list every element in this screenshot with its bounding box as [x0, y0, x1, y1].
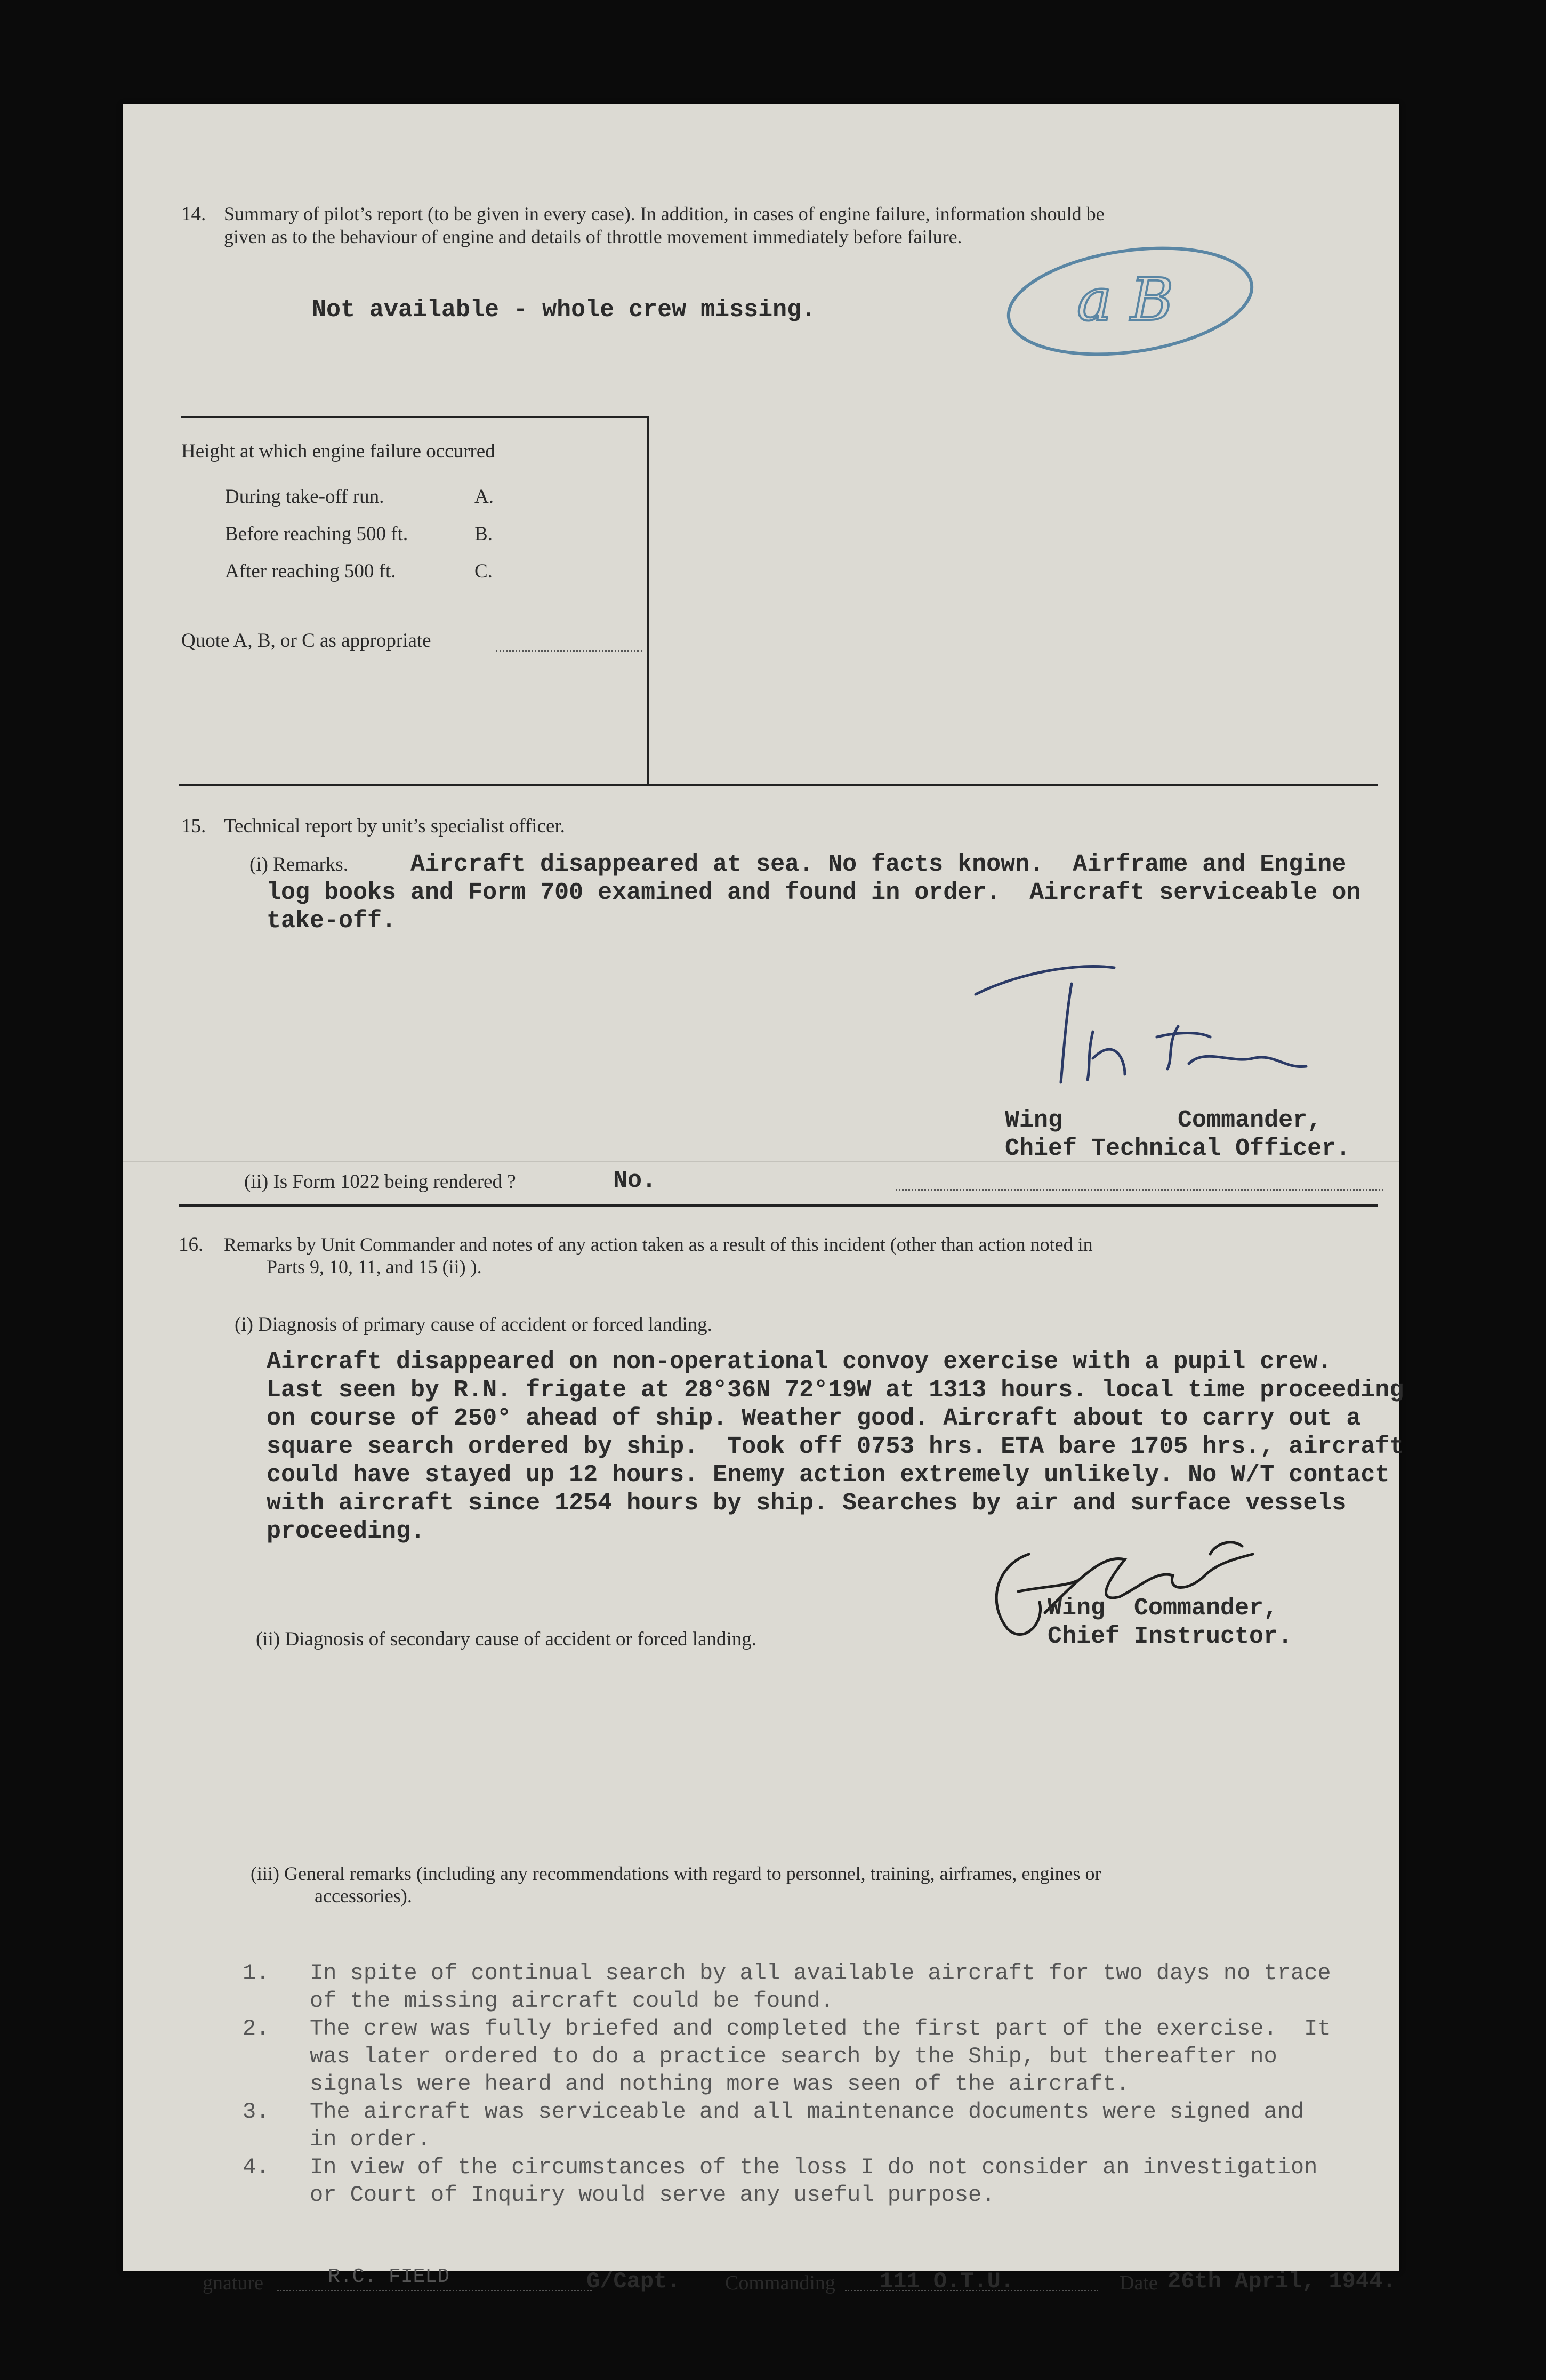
cto-sign-dots	[896, 1189, 1383, 1191]
box-right	[647, 416, 649, 784]
general-line9: or Court of Inquiry would serve any useful purpose.	[243, 2182, 995, 2208]
cto-title: Chief Technical Officer.	[1005, 1135, 1351, 1162]
engine-row-c-label: After reaching 500 ft.	[225, 560, 396, 582]
footer-commanding-value: 111 O.T.U.	[880, 2269, 1014, 2294]
stamp-mark	[997, 232, 1274, 365]
rule-15-16	[179, 1204, 1378, 1207]
footer-rank: G/Capt.	[586, 2269, 681, 2294]
s16-line2: Parts 9, 10, 11, and 15 (ii) ).	[267, 1256, 482, 1277]
footer-commanding-label: Commanding	[725, 2272, 835, 2294]
stamp-text: a B	[1077, 266, 1174, 334]
engine-row-a-label: During take-off run.	[225, 486, 384, 508]
ci-rank: Wing Commander,	[1048, 1595, 1278, 1622]
general-line4: was later ordered to do a practice search by the Ship, but thereafter no	[243, 2044, 1277, 2069]
footer-date-value: 26th April, 1944.	[1167, 2269, 1396, 2294]
primary-line6: with aircraft since 1254 hours by ship. Searches by air and surface vessels	[267, 1490, 1347, 1517]
s15-remarks-line1: Aircraft disappeared at sea. No facts known. Airframe and Engine	[410, 851, 1347, 878]
general-line5: signals were heard and nothing more was seen of the aircraft.	[243, 2071, 1130, 2097]
cto-rank: Wing Commander,	[1005, 1107, 1322, 1134]
engine-heading: Height at which engine failure occurred	[181, 440, 495, 462]
primary-line7: proceeding.	[267, 1518, 425, 1545]
cto-signature	[954, 952, 1327, 1090]
s15-form1022-answer: No.	[613, 1167, 657, 1194]
primary-line2: Last seen by R.N. frigate at 28°36N 72°19W at 1313 hours. local time proceeding	[267, 1377, 1404, 1404]
s15-remarks-line3: take-off.	[267, 907, 397, 935]
general-line8: 4. In view of the circumstances of the loss I do not consider an investigation	[243, 2154, 1318, 2180]
engine-row-b-code: B.	[474, 523, 493, 545]
document-page	[123, 104, 1404, 2294]
s15-title: Technical report by unit’s specialist officer.	[224, 815, 565, 837]
primary-line4: square search ordered by ship. Took off 0753 hrs. ETA bare 1705 hrs., aircraft	[267, 1433, 1404, 1460]
s16-line1: Remarks by Unit Commander and notes of any action taken as a result of this incident (other than action noted in	[224, 1234, 1093, 1255]
engine-row-b-label: Before reaching 500 ft.	[225, 523, 408, 545]
engine-row-c-code: C.	[474, 560, 493, 582]
s16-primary-label: (i) Diagnosis of primary cause of accident or forced landing.	[235, 1314, 712, 1336]
primary-line1: Aircraft disappeared on non-operational convoy exercise with a pupil crew.	[267, 1348, 1332, 1376]
s16-general-label2: accessories).	[315, 1885, 412, 1907]
s14-answer: Not available - whole crew missing.	[312, 296, 816, 324]
footer-signature-label: gnature	[203, 2272, 263, 2294]
general-line6: 3. The aircraft was serviceable and all maintenance documents were signed and	[243, 2099, 1305, 2125]
footer-date-label: Date	[1120, 2272, 1158, 2294]
s15-form1022-label: (ii) Is Form 1022 being rendered ?	[244, 1171, 516, 1193]
general-line3: 2. The crew was fully briefed and completed the first part of the exercise. It	[243, 2016, 1331, 2041]
primary-line3: on course of 250° ahead of ship. Weather good. Aircraft about to carry out a	[267, 1405, 1361, 1432]
s14-number: 14.	[181, 203, 206, 225]
general-line1: 1. In spite of continual search by all available aircraft for two days no trace	[243, 1960, 1331, 1986]
engine-row-a-code: A.	[474, 486, 494, 508]
general-line2: of the missing aircraft could be found.	[243, 1988, 834, 2014]
s16-number: 16.	[179, 1234, 204, 1256]
engine-quote-dots	[496, 650, 642, 652]
box-top	[181, 416, 648, 418]
s15-remarks-label: (i) Remarks.	[249, 854, 348, 875]
engine-quote-label: Quote A, B, or C as appropriate	[181, 630, 431, 652]
s15-number: 15.	[181, 815, 206, 837]
s14-line1: Summary of pilot’s report (to be given in every case). In addition, in cases of engine failure, information should be	[224, 203, 1105, 224]
ci-title: Chief Instructor.	[1048, 1623, 1293, 1650]
s16-general-label1: (iii) General remarks (including any recommendations with regard to personnel, training, airframes, engines or	[251, 1863, 1101, 1884]
s16-secondary-label: (ii) Diagnosis of secondary cause of accident or forced landing.	[256, 1628, 757, 1650]
general-line7: in order.	[243, 2127, 431, 2152]
rule-14-15	[179, 784, 1378, 786]
footer-signature-value: R.C. FIELD	[328, 2265, 450, 2288]
s14-line2: given as to the behaviour of engine and details of throttle movement immediately before failure.	[224, 226, 962, 247]
s15-remarks-line2: log books and Form 700 examined and found in order. Aircraft serviceable on	[267, 879, 1361, 906]
primary-line5: could have stayed up 12 hours. Enemy action extremely unlikely. No W/T contact	[267, 1461, 1390, 1489]
